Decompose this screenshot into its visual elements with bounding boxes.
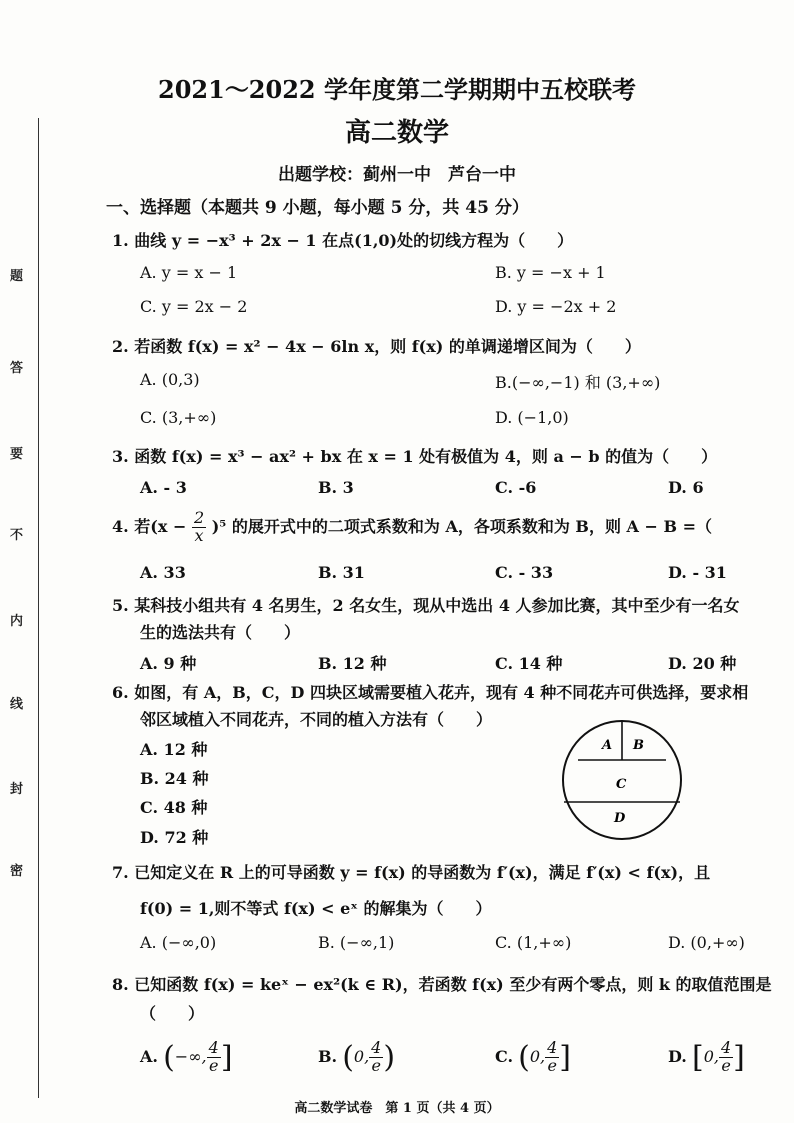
question-5-line2: 生的选法共有（ ） [140,623,301,642]
section-title: 一、选择题（本题共 9 小题，每小题 5 分，共 45 分） [106,198,529,218]
region-label-b: B [633,738,644,753]
q1-option-d: D. y = −2x + 2 [495,297,617,316]
q4-option-c: C. - 33 [495,563,554,582]
question-5: 5. 某科技小组共有 4 名男生，2 名女生，现从中选出 4 人参加比赛，其中至少有一名女 [112,596,740,615]
q5-option-d: D. 20 种 [668,654,737,673]
q6-option-c: C. 48 种 [140,798,208,817]
q1-option-b: B. y = −x + 1 [495,263,606,282]
question-7: 7. 已知定义在 R 上的可导函数 y = f(x) 的导函数为 f′(x)，满足 f′(x) < f(x)，且 [112,863,711,882]
q1-option-a: A. y = x − 1 [140,263,238,282]
question-3: 3. 函数 f(x) = x³ − ax² + bx 在 x = 1 处有极值为 4，则 a − b 的值为（ ） [112,447,718,466]
question-1: 1. 曲线 y = −x³ + 2x − 1 在点(1,0)处的切线方程为（ ） [112,231,574,250]
q4-option-b: B. 31 [318,563,365,582]
q3-option-b: B. 3 [318,478,354,497]
q8-option-a: A. (−∞, $\frac{4}{e}$ ] [140,1038,233,1075]
q3-option-c: C. -6 [495,478,537,497]
q6-option-d: D. 72 种 [140,828,209,847]
binding-char: 内 [10,614,24,629]
q6-option-a: A. 12 种 [140,740,208,759]
binding-char: 答 [10,361,24,376]
binding-line [38,118,39,1098]
binding-char: 要 [10,447,24,462]
q2-option-b: B.(−∞,−1) 和 (3,+∞) [495,373,661,392]
binding-char: 题 [10,269,24,284]
question-8: 8. 已知函数 f(x) = keˣ − ex²(k ∈ R)，若函数 f(x) 至少有两个零点，则 k 的取值范围是 [112,975,772,994]
q8-option-c: C. (0, $\frac{4}{e}$ ] [495,1038,572,1075]
question-2: 2. 若函数 f(x) = x² − 4x − 6ln x，则 f(x) 的单调递增区间为（ ） [112,337,641,356]
q5-option-c: C. 14 种 [495,654,563,673]
q1-option-c: C. y = 2x − 2 [140,297,248,316]
question-4: 4. 若(x − $\frac{2}{x}$ )⁵ 的展开式中的二项式系数和为 A，各项系数和为 B，则 A − B =（ [112,508,712,545]
q2-option-d: D. (−1,0) [495,408,569,427]
exam-title: 2021～2022 学年度第二学期期中五校联考 [158,75,636,104]
q5-option-b: B. 12 种 [318,654,387,673]
binding-char: 密 [10,864,24,879]
fraction-2-over-x: $\frac{2}{x}$ [193,508,205,545]
question-6: 6. 如图，有 A，B，C，D 四块区域需要植入花卉，现有 4 种不同花卉可供选择，要求相 [112,683,749,702]
binding-char: 封 [10,782,24,797]
region-label-d: D [614,811,626,826]
page-footer: 高二数学试卷 第 1 页（共 4 页） [294,1101,500,1116]
binding-char: 不 [10,528,24,543]
q7-option-a: A. (−∞,0) [140,933,217,952]
q7-option-c: C. (1,+∞) [495,933,572,952]
q6-option-b: B. 24 种 [140,769,209,788]
q4-option-a: A. 33 [140,563,186,582]
region-label-a: A [602,738,613,753]
q8-option-b: B. (0, $\frac{4}{e}$ ) [318,1038,396,1075]
q3-option-a: A. - 3 [140,478,187,497]
q7-option-d: D. (0,+∞) [668,933,745,952]
question-6-line2: 邻区域植入不同花卉，不同的植入方法有（ ） [140,710,493,729]
setter-schools: 出题学校：蓟州一中 芦台一中 [278,165,516,185]
region-label-c: C [616,777,627,792]
q7-option-b: B. (−∞,1) [318,933,395,952]
q2-option-a: A. (0,3) [140,370,200,389]
subject-title: 高二数学 [344,118,449,148]
q5-option-a: A. 9 种 [140,654,197,673]
q8-option-d: D. [0, $\frac{4}{e}$ ] [668,1038,745,1075]
question-7-line2: f(0) = 1,则不等式 f(x) < eˣ 的解集为（ ） [140,899,492,918]
question-8-line2: （ ） [140,1004,205,1023]
binding-char: 线 [10,697,24,712]
q2-option-c: C. (3,+∞) [140,408,217,427]
region-circle-figure [560,718,684,842]
q4-option-d: D. - 31 [668,563,727,582]
q3-option-d: D. 6 [668,478,704,497]
